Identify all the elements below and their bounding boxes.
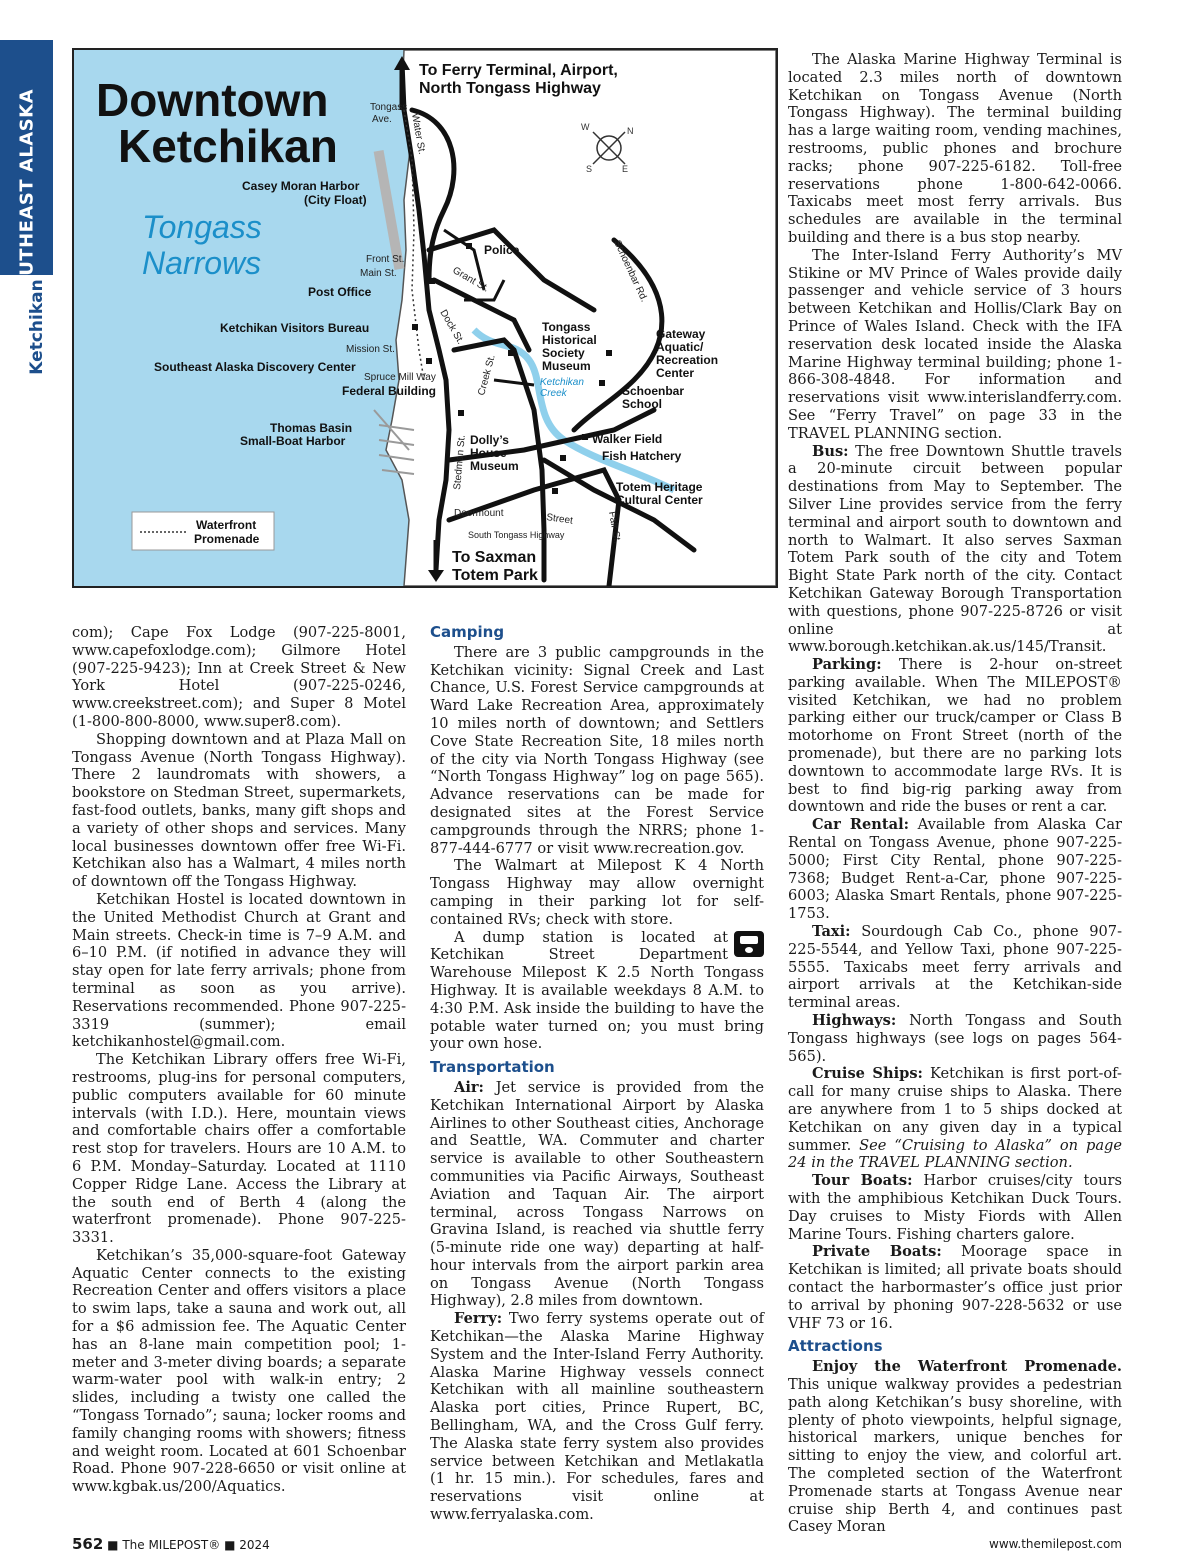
page-number: 562	[72, 1535, 104, 1553]
air-text: Jet service is provided from the Ketchikan International Airport by Alaska Airlines to other Southeast cities, Anchorage and Seattle, WA. Commuter and charter service is available to other Southeastern communities via Pacific Airways, Southeast Aviation and Taquan Air. The airport terminal, across Tongass Narrows on Gravina Island, is reached via shuttle ferry (5-minute ride one way) departing at half-hour intervals from the airport parkin area on Tongass Avenue (North Tongass Highway), 2.8 miles from downtown.	[430, 1078, 764, 1310]
car-rental-label: Car Rental:	[812, 816, 910, 834]
cruise-text: Ketchikan is first port-of-call for many cruise ships to Alaska. There are anywhere from 1 to 5 ships docked at Ketchikan on any given day in a typical summer.	[788, 1065, 1122, 1154]
parking-text: There is 2-hour on-street parking available. When The MILEPOST® visited Ketchikan, we had no problem parking either our truck/camper or Class B motorhome on Front Street (north of the promenade), but there are no parking lots downtown to accommodate large RVs. It is best to find big-rig parking away from downtown and ride the buses or rent a car.	[788, 656, 1122, 816]
air-label: Air:	[454, 1078, 484, 1096]
taxi-text: Sourdough Cab Co., phone 907-225-5544, and Yellow Taxi, phone 907-225-5555. Taxicabs meet ferry arrivals and airport arrivals at the Ketchikan-side terminal areas.	[788, 923, 1122, 1012]
street-stedman: Stedman St.	[452, 434, 468, 491]
taxi-label: Taxi:	[812, 923, 851, 941]
highways-label: Highways:	[812, 1012, 897, 1030]
camping-heading: Camping	[430, 623, 505, 641]
place-walker-field: Walker Field	[592, 432, 663, 446]
camping-paragraph-1: There are 3 public campgrounds in the Ketchikan vicinity: Signal Creek and Last Chance, U.S. Forest Service campgrounds at Ward Lake Recreation Area, approximately 10 miles north of downtown; and Settlers Cove State Recreation Site, 18 miles north of the city via North Tongass Highway (see “North Tongass Highway” log on page 565). Advance reservations can be made for designated sites at the Forest Service campgrounds through the NRRS; phone 1-877-444-6777 or visit www.recreation.gov.	[430, 643, 764, 857]
bus-paragraph	[788, 443, 1122, 657]
ferry-terminal-paragraph: The Alaska Marine Highway Terminal is located 2.3 miles north of downtown Ketchikan on Tongass Avenue (North Tongass Highway). The terminal building has a large waiting room, vending machines, restrooms, public phones and brochure racks; phone 907-225-6182. Toll-free reservations phone 1-800-642-0066. Taxicabs meet most ferry arrivals. Bus schedules are available in the terminal building and there is a bus stop nearby.	[788, 51, 1122, 246]
water-label-2: Narrows	[142, 245, 262, 281]
private-boats-label: Private Boats:	[812, 1243, 942, 1261]
footer-sep-2: ■	[224, 1538, 236, 1552]
highways-text: North Tongass and South Tongass highways (see logs on pages 564-565).	[788, 1012, 1122, 1065]
place-museum-1: Tongass	[542, 320, 591, 334]
place-gateway-3: Recreation	[656, 353, 719, 367]
place-casey-moran-2: (City Float)	[304, 193, 367, 207]
street-mission: Mission St.	[346, 344, 395, 355]
aquatic-center-paragraph: Ketchikan’s 35,000-square-foot Gateway Aquatic Center connects to the existing Recreation Center and offers visitors a place to swim laps, take a sauna and work out, all for a $6 admission fee. The Aquatic Center has an 8-lane main competition pool; 1-meter and 3-meter diving boards; a separate warm-water pool with walk-in entry; 2 slides, including a twisty one called the “Tongass Tornado”; sauna; locker rooms and family changing rooms with showers; fitness and weight room. Located at 601 Schoenbar Road. Phone 907-228-6650 or visit online at www.kgbak.us/200/Aquatics.	[72, 1246, 406, 1496]
column-3	[788, 51, 1122, 1536]
place-totem-heritage-1: Totem Heritage	[616, 480, 703, 494]
promenade-paragraph	[788, 1358, 1122, 1536]
legend-label-2: Promenade	[194, 532, 260, 546]
place-gateway-2: Aquatic/	[656, 340, 704, 354]
street-deermount: Deermount	[454, 508, 504, 519]
place-dollys-2: House	[470, 446, 507, 460]
north-arrow-label-2: North Tongass Highway	[419, 80, 601, 97]
street-front: Front St.	[366, 254, 405, 265]
shopping-paragraph: Shopping downtown and at Plaza Mall on Tongass Avenue (North Tongass Highway). There 2 laundromats with showers, a bookstore on Stedman Street, supermarkets, fast-food outlets, banks, many gift shops and a variety of other shops and services. Many local businesses downtown offer free Wi-Fi. Ketchikan also has a Walmart, 4 miles north of downtown off the Tongass Highway.	[72, 730, 406, 891]
air-paragraph	[430, 1079, 764, 1310]
place-schoenbar-school-1: Schoenbar	[622, 384, 685, 398]
place-police: Police	[484, 243, 520, 257]
private-boats-text: Moorage space in Ketchikan is limited; all private boats should contact the harbormaster’s office just prior to arrival by phoning 907-228-5632 or use VHF 73 or 16.	[788, 1243, 1122, 1332]
street-creek: Creek St.	[476, 353, 498, 397]
publication-year: 2024	[239, 1538, 270, 1552]
tour-boats-label: Tour Boats:	[812, 1172, 913, 1190]
bus-text: The free Downtown Shuttle travels a 20-minute circuit between popular destinations from May to September. The Silver Line provides service from the ferry terminal and airport south to downtown and north to Walmart. It also serves Saxman Totem Park south of the city and Totem Bight State Park north of the city. Contact Ketchikan Gateway Borough Transportation with questions, phone 907-225-8726 or visit online at www.borough.ketchikan.ak.us/145/Transit.	[788, 442, 1122, 656]
parking-paragraph	[788, 656, 1122, 816]
street-main: Main St.	[360, 268, 397, 279]
private-boats-paragraph	[788, 1243, 1122, 1332]
place-museum-3: Society	[542, 346, 585, 360]
camping-paragraph-3	[430, 929, 764, 1054]
publication-name: The MILEPOST®	[122, 1538, 221, 1552]
place-gateway-4: Center	[656, 366, 695, 380]
place-casey-moran-1: Casey Moran Harbor	[242, 179, 360, 193]
place-fish-hatchery: Fish Hatchery	[602, 449, 682, 463]
footer-left	[72, 1535, 270, 1553]
street-dock: Dock St.	[437, 308, 466, 347]
hostel-paragraph: Ketchikan Hostel is located downtown in the United Methodist Church at Grant and Main streets. Check-in time is 7–9 A.M. and 6–10 P.M. (if notified in advance they will stay open for late ferry arrivals; phone from terminal as soon as you arrive). Reservations recommended. Phone 907-225-3319 (summer); email ketchikanhostel@gmail.com.	[72, 890, 406, 1051]
ferry-paragraph	[430, 1310, 764, 1524]
dump-station-text: A dump station is located at Ketchikan Street Department Warehouse Milepost K 2.5 North Tongass Highway. It is available weekdays 8 A.M. to 4:30 P.M. Ask inside the building to have the potable water turned on; you must bring your own hose.	[430, 928, 764, 1053]
tour-boats-text: Harbor cruises/city tours with the amphibious Ketchikan Duck Tours. Day cruises to Misty Fiords with Allen Marine Tours. Fishing charters galore.	[788, 1172, 1122, 1243]
transportation-heading: Transportation	[430, 1058, 555, 1077]
car-rental-paragraph	[788, 816, 1122, 923]
place-discovery-center: Southeast Alaska Discovery Center	[154, 360, 356, 374]
street-tongass-2: Ave.	[372, 114, 392, 125]
compass-s: S	[586, 164, 593, 174]
place-museum-2: Historical	[542, 333, 597, 347]
street-spruce-mill: Spruce Mill Way	[364, 372, 436, 383]
north-arrow-label-1: To Ferry Terminal, Airport,	[419, 62, 618, 79]
place-dollys-3: Museum	[470, 459, 519, 473]
compass-w: W	[581, 122, 590, 132]
legend-label-1: Waterfront	[196, 518, 257, 532]
promenade-text: This unique walkway provides a pedestrian path along Ketchikan’s busy shoreline, with plenty of photo viewpoints, helpful signage, historical markers, unique benches for sitting to enjoy the view, and colorful art. The completed section of the Waterfront Promenade starts at Tongass Avenue near cruise ship Berth 4, and continues past Casey Moran	[788, 1375, 1122, 1536]
place-creek-2: Creek	[540, 388, 567, 399]
cruise-paragraph	[788, 1065, 1122, 1172]
place-thomas-basin-1: Thomas Basin	[270, 421, 353, 435]
street-grant: Grant St.	[450, 265, 491, 295]
south-arrow-label-2: Totem Park	[452, 567, 538, 584]
street-schoenbar: Schoenbar Rd.	[611, 238, 650, 304]
footer-url[interactable]: www.themilepost.com	[989, 1537, 1122, 1551]
promenade-label: Enjoy the Waterfront Promenade.	[812, 1358, 1122, 1376]
street-water: Water St.	[409, 112, 428, 156]
column-2	[430, 624, 764, 1524]
map-graphic	[74, 50, 776, 586]
footer-sep-1: ■	[107, 1538, 119, 1552]
map-title-1: Downtown	[96, 74, 329, 126]
camping-paragraph-2: The Walmart at Milepost K 4 North Tongass Highway may allow overnight camping in their parking lot for self-contained RVs; check with store.	[430, 857, 764, 928]
ferry-text: Two ferry systems operate out of Ketchikan—the Alaska Marine Highway System and the Inter-Island Ferry Authority. Alaska Marine Highway vessels connect Ketchikan with all mainline southeastern Alaska port cities, Prince Rupert, BC, Bellingham, WA, and the Cross Gulf ferry. The Alaska state ferry system also provides service between Ketchikan and Metlakatla (1 hr. 15 min.). For schedules, fares and reservations visit online at www.ferryalaska.com.	[430, 1310, 764, 1524]
south-arrow-label-1: To Saxman	[452, 549, 537, 566]
place-post-office: Post Office	[308, 285, 372, 299]
street-fair: Fair St.	[606, 510, 623, 545]
water-label-1: Tongass	[142, 209, 262, 245]
column-1	[72, 624, 406, 1496]
compass-n: N	[627, 126, 634, 136]
tour-boats-paragraph	[788, 1172, 1122, 1243]
attractions-heading: Attractions	[788, 1337, 883, 1356]
ferry-label: Ferry:	[454, 1310, 503, 1328]
place-gateway-1: Gateway	[656, 327, 706, 341]
car-rental-text: Available from Alaska Car Rental on Tongass Avenue, phone 907-225-5000; First City Rental, phone 907-225-7368; Budget Rent-a-Car, phone 907-225-6003; Alaska Smart Rentals, phone 907-225-1753.	[788, 816, 1122, 923]
parking-label: Parking:	[812, 656, 882, 674]
downtown-map	[72, 48, 778, 588]
place-museum-4: Museum	[542, 359, 591, 373]
street-street: Street	[545, 512, 574, 527]
bus-label: Bus:	[812, 442, 849, 460]
place-visitors-bureau: Ketchikan Visitors Bureau	[220, 321, 370, 335]
section-region: SOUTHEAST ALASKA	[16, 88, 38, 306]
inter-island-paragraph: The Inter-Island Ferry Authority’s MV Stikine or MV Prince of Wales provide daily passenger and vehicle service of 3 hours between Ketchikan and Hollis/Clark Bay on Prince of Wales Island. Check with the IFA reservation desk located inside the Alaska Marine Highway terminal building; phone 1-866-308-4848. For information and reservations visit www.interislandferry.com. See “Ferry Travel” on page 33 in the TRAVEL PLANNING section.	[788, 246, 1122, 442]
section-tab	[0, 40, 53, 306]
compass-e: E	[622, 164, 629, 174]
place-schoenbar-school-2: School	[622, 397, 663, 411]
taxi-paragraph	[788, 923, 1122, 1012]
place-thomas-basin-2: Small-Boat Harbor	[240, 434, 346, 448]
street-south-tongass: South Tongass Highway	[468, 530, 565, 540]
cruise-label: Cruise Ships:	[812, 1065, 923, 1083]
lodging-continued: com); Cape Fox Lodge (907-225-8001, www.capefoxlodge.com); Gilmore Hotel (907-225-9423); Inn at Creek Street & New York Hotel (907-225-0246, www.creekstreet.com); and Super 8 Motel (1-800-800-8000, www.super8.com).	[72, 624, 406, 730]
street-tongass-1: Tongass	[370, 102, 408, 113]
place-dollys-1: Dolly’s	[470, 433, 509, 447]
cruise-see-also: See “Cruising to Alaska” on page 24 in the TRAVEL PLANNING section.	[788, 1136, 1122, 1172]
dump-station-icon	[734, 931, 764, 957]
map-title-2: Ketchikan	[118, 120, 338, 172]
highways-paragraph	[788, 1012, 1122, 1065]
place-creek-1: Ketchikan	[540, 377, 584, 388]
section-city: Ketchikan	[27, 279, 47, 375]
place-federal-building: Federal Building	[342, 384, 437, 398]
place-totem-heritage-2: Cultural Center	[616, 493, 703, 507]
library-paragraph: The Ketchikan Library offers free Wi-Fi, restrooms, plug-ins for personal computers, public computers available for 60 minute intervals (with I.D.). Here, mountain views and comfortable chairs offer a comfortable rest stop for travelers. Hours are 10 A.M. to 6 P.M. Monday–Saturday. Located at 1110 Copper Ridge Lane. Access the Library at the south end of Berth 4 (along the waterfront promenade). Phone 907-225-3331.	[72, 1051, 406, 1247]
